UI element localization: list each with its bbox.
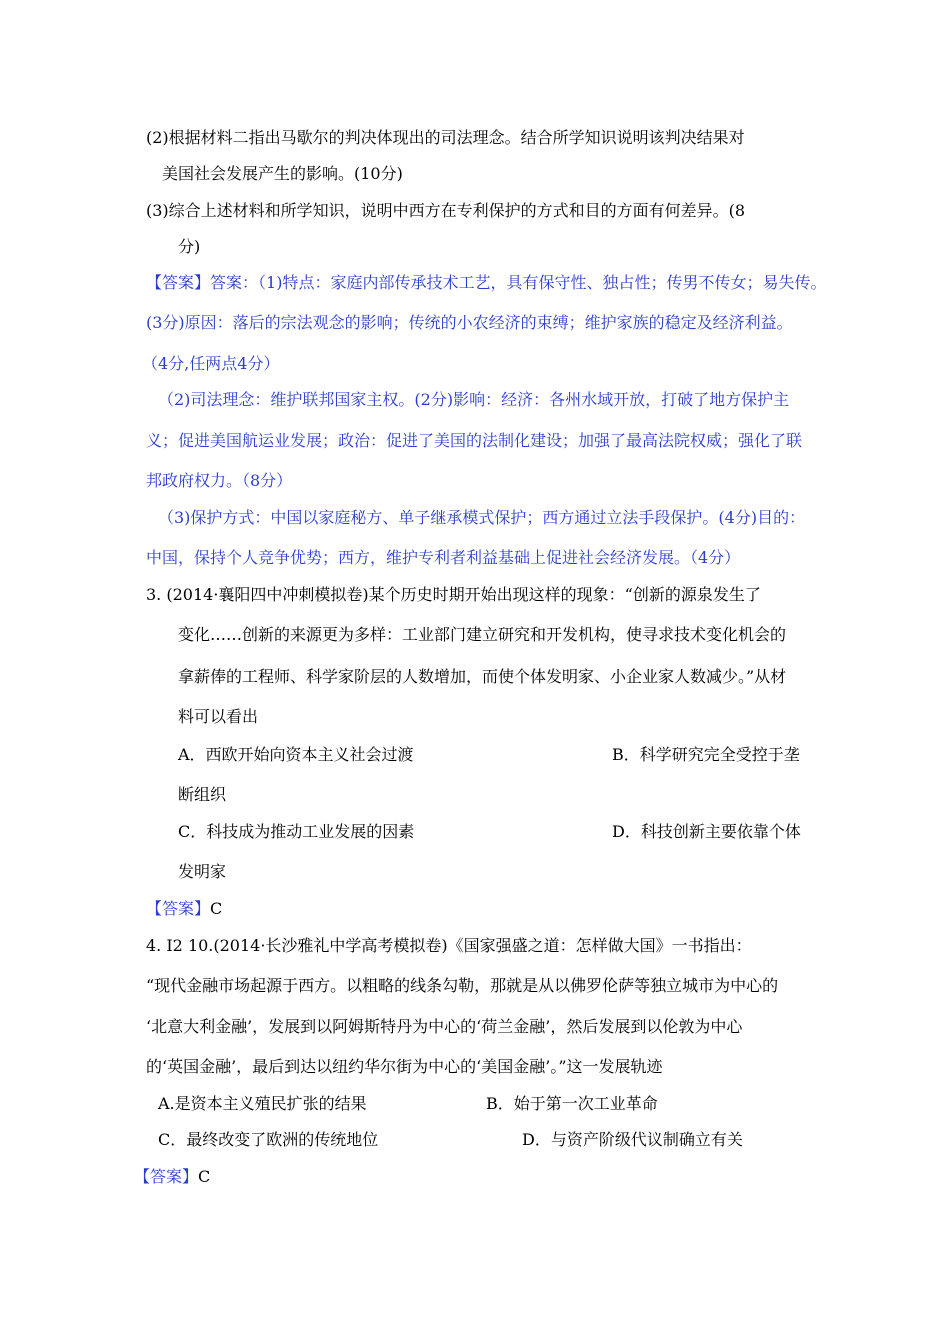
text-line: (2)根据材料二指出马歇尔的判决体现出的司法理念。结合所学知识说明该判决结果对	[146, 128, 745, 147]
answer-tag: 【答案】	[146, 273, 211, 292]
option-d: D．与资产阶级代议制确立有关	[522, 1130, 743, 1149]
option-b: B．始于第一次工业革命	[486, 1094, 658, 1113]
question-stem: 的‘英国金融’，最后到达以纽约华尔街为中心的‘美国金融’。”这一发展轨迹	[146, 1057, 663, 1076]
answer-line	[146, 272, 826, 294]
answer-value: C	[198, 1167, 211, 1186]
option-d-continued: 发明家	[178, 862, 227, 881]
answer-tag: 【答案】	[134, 1167, 199, 1186]
answer-line: （3)保护方式：中国以家庭秘方、单子继承模式保护；西方通过立法手段保护。(4分)目的：	[158, 508, 806, 527]
question-stem: 料可以看出	[178, 707, 259, 726]
answer-line	[146, 898, 222, 920]
option-a: A.是资本主义殖民扩张的结果	[158, 1094, 367, 1113]
answer-line: (3分)原因：落后的宗法观念的影响；传统的小农经济的束缚；维护家族的稳定及经济利益。	[146, 313, 793, 332]
option-d: D．科技创新主要依靠个体	[612, 822, 801, 841]
option-b-continued: 断组织	[178, 785, 227, 804]
answer-line: 邦政府权力。（8分）	[146, 471, 293, 490]
question-stem: ‘北意大利金融’，发展到以阿姆斯特丹为中心的‘荷兰金融’，然后发展到以伦敦为中心	[146, 1017, 743, 1036]
answer-value: C	[210, 899, 223, 918]
text-line: 分)	[178, 237, 201, 256]
question-stem: 4. I2 10.(2014·长沙雅礼中学高考模拟卷)《国家强盛之道：怎样做大国》一书指出：	[146, 936, 752, 955]
question-stem: 拿薪俸的工程师、科学家阶层的人数增加，而使个体发明家、小企业家人数减少。”从材	[178, 667, 787, 686]
option-b: B．科学研究完全受控于垄	[612, 745, 800, 764]
option-c: C．最终改变了欧洲的传统地位	[158, 1130, 379, 1149]
text-line: 美国社会发展产生的影响。(10分)	[162, 164, 403, 183]
answer-text: 答案：（1)特点：家庭内部传承技术工艺，具有保守性、独占性；传男不传女；易失传。	[210, 273, 827, 292]
answer-tag: 【答案】	[146, 899, 211, 918]
question-stem: “现代金融市场起源于西方。以粗略的线条勾勒，那就是从以佛罗伦萨等独立城市为中心的	[146, 976, 779, 995]
text-line: (3)综合上述材料和所学知识，说明中西方在专利保护的方式和目的方面有何差异。(8	[146, 201, 746, 220]
question-stem: 3. (2014·襄阳四中冲刺模拟卷)某个历史时期开始出现这样的现象：“创新的源泉发生了	[146, 585, 761, 604]
option-a: A．西欧开始向资本主义社会过渡	[178, 745, 414, 764]
answer-line: （2)司法理念：维护联邦国家主权。(2分)影响：经济：各州水域开放，打破了地方保护主	[158, 390, 790, 409]
answer-line: 中国，保持个人竞争优势；西方，维护专利者利益基础上促进社会经济发展。（4分）	[146, 548, 741, 567]
answer-line: （4分,任两点4分）	[142, 354, 280, 373]
answer-line: 义；促进美国航运业发展；政治：促进了美国的法制化建设；加强了最高法院权威；强化了联	[146, 431, 803, 450]
question-stem: 变化……创新的来源更为多样：工业部门建立研究和开发机构，使寻求技术变化机会的	[178, 625, 787, 644]
answer-line	[134, 1166, 210, 1188]
option-c: C．科技成为推动工业发展的因素	[178, 822, 415, 841]
